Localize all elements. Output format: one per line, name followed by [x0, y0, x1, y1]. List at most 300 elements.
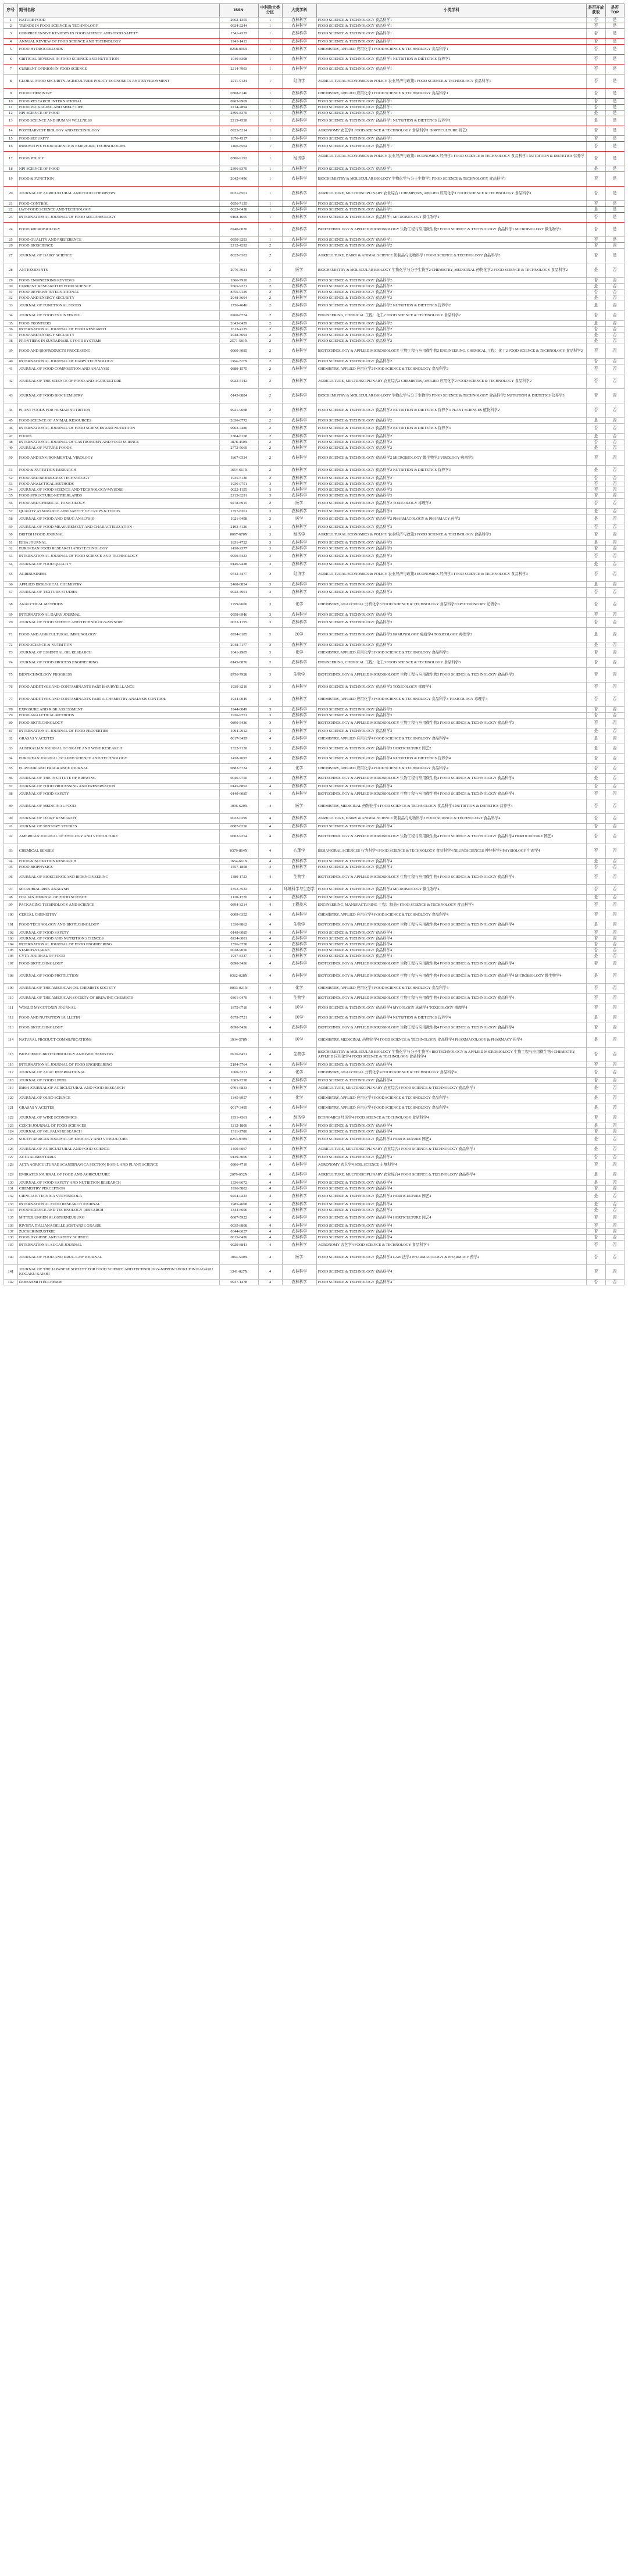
top-flag-cell: 否 — [605, 642, 624, 648]
subjects-cell: CHEMISTRY, APPLIED 应用化学4 FOOD SCIENCE & TECHNOLOGY 食品科学4 — [316, 984, 587, 994]
category-cell: 农林科学 — [282, 311, 316, 321]
subjects-cell: AGRICULTURAL ECONOMICS & POLICY 农业经济与政策3 ECONOMICS 经济学3 FOOD SCIENCE & TECHNOLOGY 食品科学3 — [316, 567, 587, 582]
row-number-cell: 59 — [4, 524, 18, 530]
category-cell: 医学 — [282, 1013, 316, 1023]
issn-cell: 1876-4517 — [219, 136, 258, 142]
subjects-cell: BIOTECHNOLOGY & APPLIED MICROBIOLOGY 生物工程与应用微生物4 FOOD SCIENCE & TECHNOLOGY 食品科学4 — [316, 994, 587, 1003]
issn-cell: 1336-8672 — [219, 1180, 258, 1186]
open-access-cell: 否 — [587, 74, 605, 89]
journal-name-cell: FOOD & NUTRITION RESEARCH — [17, 466, 219, 476]
top-flag-cell: 否 — [605, 764, 624, 774]
issn-cell: 2048-3694 — [219, 295, 258, 301]
category-cell: 化学 — [282, 1094, 316, 1103]
row-number-cell: 136 — [4, 1223, 18, 1229]
table-row — [4, 524, 625, 530]
journal-name-cell: FOOD BIOPHYSICS — [17, 864, 219, 870]
issn-cell: 1322-7130 — [219, 744, 258, 754]
zone-cell: 1 — [258, 99, 282, 105]
zone-cell: 4 — [258, 1068, 282, 1078]
row-number-cell: 81 — [4, 728, 18, 734]
issn-cell: 0023-6438 — [219, 207, 258, 213]
zone-cell: 1 — [258, 23, 282, 29]
category-cell: 生物学 — [282, 870, 316, 885]
table-row — [4, 774, 625, 784]
table-row — [4, 1213, 625, 1223]
table-row — [4, 994, 625, 1003]
issn-cell: 1944-0049 — [219, 692, 258, 707]
journal-name-cell: ZUCKERINDUSTRIE — [17, 1229, 219, 1235]
open-access-cell: 是 — [587, 445, 605, 451]
open-access-cell: 否 — [587, 930, 605, 936]
top-flag-cell: 是 — [605, 213, 624, 223]
open-access-cell: 是 — [587, 774, 605, 784]
table-row — [4, 683, 625, 692]
row-number-cell: 30 — [4, 284, 18, 290]
top-flag-cell: 否 — [605, 1068, 624, 1078]
zone-cell: 4 — [258, 864, 282, 870]
journal-name-cell: FOOD AND AGRICULTURAL IMMUNOLOGY — [17, 628, 219, 642]
zone-cell: 2 — [258, 263, 282, 278]
table-row — [4, 910, 625, 920]
subjects-cell: FOOD SCIENCE & TECHNOLOGY 食品科学1 — [316, 166, 587, 172]
open-access-cell: 否 — [587, 910, 605, 920]
journal-name-cell: EXPOSURE AND RISK ASSESSMENT — [17, 707, 219, 713]
zone-cell: 2 — [258, 418, 282, 424]
issn-cell: 1875-0710 — [219, 1003, 258, 1013]
subjects-cell: FOOD SCIENCE & TECHNOLOGY 食品科学3 — [316, 546, 587, 552]
row-number-cell: 55 — [4, 493, 18, 499]
zone-cell: 2 — [258, 476, 282, 481]
table-row — [4, 648, 625, 658]
zone-cell: 1 — [258, 213, 282, 223]
zone-cell: 2 — [258, 243, 282, 249]
subjects-cell: FOOD SCIENCE & TECHNOLOGY 食品科学4 MICROBIOLOGY 微生物学4 — [316, 885, 587, 895]
row-number-cell: 128 — [4, 1160, 18, 1170]
top-flag-cell: 否 — [605, 1123, 624, 1129]
category-cell: 农林科学 — [282, 642, 316, 648]
subjects-cell: FOOD SCIENCE & TECHNOLOGY 食品科学1 — [316, 142, 587, 152]
category-cell: 医学 — [282, 499, 316, 509]
issn-cell: 0960-3085 — [219, 344, 258, 359]
category-cell: 农林科学 — [282, 481, 316, 487]
open-access-cell: 否 — [587, 1280, 605, 1285]
table-row — [4, 187, 625, 201]
journal-name-cell: CHEMICAL SENSES — [17, 844, 219, 859]
journal-name-cell: FOOD AND BIOPROCESS TECHNOLOGY — [17, 476, 219, 481]
journal-name-cell: MICROBIAL RISK ANALYSIS — [17, 885, 219, 895]
row-number-cell: 4 — [4, 39, 18, 45]
open-access-cell: 否 — [587, 1241, 605, 1251]
zone-cell: 2 — [258, 434, 282, 440]
journal-name-cell: ANALYTICAL METHODS — [17, 598, 219, 612]
table-row — [4, 1223, 625, 1229]
row-number-cell: 98 — [4, 895, 18, 901]
category-cell: 农林科学 — [282, 824, 316, 830]
zone-cell: 3 — [258, 719, 282, 728]
top-flag-cell: 否 — [605, 515, 624, 524]
journal-name-cell: JOURNAL OF FOOD SCIENCE AND TECHNOLOGY-MYSORE — [17, 487, 219, 493]
table-row — [4, 509, 625, 515]
open-access-cell: 否 — [587, 683, 605, 692]
subjects-cell: FOOD SCIENCE & TECHNOLOGY 食品科学2 — [316, 278, 587, 284]
category-cell: 农林科学 — [282, 1241, 316, 1251]
zone-cell: 2 — [258, 374, 282, 389]
table-row — [4, 374, 625, 389]
issn-cell: 0022-1155 — [219, 487, 258, 493]
subjects-cell: AGRICULTURE, MULTIDISCIPLINARY 农业综合2 CHEMISTRY, APPLIED 应用化学2 FOOD SCIENCE & TECHNOLOGY 食品科学2 — [316, 374, 587, 389]
zone-cell: 4 — [258, 1207, 282, 1213]
row-number-cell: 31 — [4, 290, 18, 295]
journal-table — [3, 3, 625, 1285]
category-cell: 农林科学 — [282, 1229, 316, 1235]
issn-cell: 1654-661X — [219, 859, 258, 864]
table-row — [4, 824, 625, 830]
open-access-cell: 否 — [587, 936, 605, 942]
category-cell: 化学 — [282, 984, 316, 994]
journal-name-cell: INTERNATIONAL JOURNAL OF GASTRONOMY AND FOOD SCIENCE — [17, 440, 219, 445]
issn-cell: 0017-3495 — [219, 1103, 258, 1113]
subjects-cell: AGRICULTURAL ECONOMICS & POLICY 农业经济与政策3 FOOD SCIENCE & TECHNOLOGY 食品科学3 — [316, 530, 587, 540]
subjects-cell: FOOD SCIENCE & TECHNOLOGY 食品科学4 — [316, 948, 587, 953]
issn-cell: 1866-7910 — [219, 278, 258, 284]
zone-cell: 4 — [258, 920, 282, 930]
zone-cell: 4 — [258, 844, 282, 859]
row-number-cell: 85 — [4, 764, 18, 774]
row-number-cell: 93 — [4, 844, 18, 859]
row-number-cell: 27 — [4, 249, 18, 263]
category-cell: 农林科学 — [282, 784, 316, 789]
subjects-cell: CHEMISTRY, ANALYTICAL 分析化学3 FOOD SCIENCE & TECHNOLOGY 食品科学3 SPECTROSCOPY 光谱学3 — [316, 598, 587, 612]
top-flag-cell: 否 — [605, 588, 624, 598]
top-flag-cell: 否 — [605, 451, 624, 466]
zone-cell: 4 — [258, 1186, 282, 1192]
top-flag-cell: 否 — [605, 1265, 624, 1280]
table-row — [4, 451, 625, 466]
subjects-cell: FOOD SCIENCE & TECHNOLOGY 食品科学2 — [316, 243, 587, 249]
subjects-cell: FOOD SCIENCE & TECHNOLOGY 食品科学4 — [316, 1280, 587, 1285]
open-access-cell: 是 — [587, 1123, 605, 1129]
top-flag-cell: 否 — [605, 1202, 624, 1207]
issn-cell: 2571-581X — [219, 338, 258, 344]
table-row — [4, 440, 625, 445]
open-access-cell: 是 — [587, 110, 605, 116]
issn-cell: 1756-4646 — [219, 301, 258, 311]
subjects-cell: BIOCHEMISTRY & MOLECULAR BIOLOGY 生物化学与分子生物学2 CHEMISTRY, MEDICINAL 药物化学2 FOOD SCIENCE & TECHNOLOGY 食品科学2 — [316, 263, 587, 278]
top-flag-cell: 否 — [605, 295, 624, 301]
table-row — [4, 237, 625, 243]
journal-name-cell: FOOD BIOTECHNOLOGY — [17, 959, 219, 969]
top-flag-cell: 否 — [605, 327, 624, 333]
zone-cell: 3 — [258, 509, 282, 515]
issn-cell: 1389-1723 — [219, 870, 258, 885]
category-cell: 生物学 — [282, 1048, 316, 1062]
journal-name-cell: IRISH JOURNAL OF AGRICULTURAL AND FOOD RESEARCH — [17, 1084, 219, 1094]
table-row — [4, 1033, 625, 1048]
category-cell: 生物学 — [282, 920, 316, 930]
zone-cell: 4 — [258, 784, 282, 789]
subjects-cell: FOOD SCIENCE & TECHNOLOGY 食品科学2 MICROBIOLOGY 微生物学3 VIROLOGY 病毒学3 — [316, 451, 587, 466]
zone-cell: 4 — [258, 1062, 282, 1068]
zone-cell: 1 — [258, 65, 282, 74]
zone-cell: 2 — [258, 321, 282, 327]
journal-name-cell: GLOBAL FOOD SECURITY-AGRICULTURE POLICY ECONOMICS AND ENVIRONMENT — [17, 74, 219, 89]
open-access-cell: 否 — [587, 1160, 605, 1170]
header-open-access: 是否开放获取 — [587, 4, 605, 17]
zone-cell: 3 — [258, 658, 282, 668]
table-row — [4, 1094, 625, 1103]
top-flag-cell: 是 — [605, 172, 624, 187]
table-row — [4, 582, 625, 588]
open-access-cell: 否 — [587, 440, 605, 445]
journal-name-cell: JOURNAL OF FUNCTIONAL FOODS — [17, 301, 219, 311]
top-flag-cell: 否 — [605, 1048, 624, 1062]
category-cell: 农林科学 — [282, 142, 316, 152]
zone-cell: 4 — [258, 1202, 282, 1207]
issn-cell: 0268-005X — [219, 45, 258, 55]
journal-name-cell: FOOD MICROBIOLOGY — [17, 223, 219, 237]
top-flag-cell: 否 — [605, 953, 624, 959]
category-cell: 农林科学 — [282, 864, 316, 870]
category-cell: 农林科学 — [282, 487, 316, 493]
issn-cell: 1094-2912 — [219, 728, 258, 734]
category-cell: 农林科学 — [282, 110, 316, 116]
open-access-cell: 否 — [587, 1155, 605, 1160]
issn-cell: 1345-8957 — [219, 1094, 258, 1103]
category-cell: 农林科学 — [282, 546, 316, 552]
top-flag-cell: 否 — [605, 1145, 624, 1155]
journal-name-cell: JOURNAL OF AOAC INTERNATIONAL — [17, 1068, 219, 1078]
issn-cell: 1330-9862 — [219, 920, 258, 930]
zone-cell: 3 — [258, 588, 282, 598]
top-flag-cell: 否 — [605, 1078, 624, 1084]
row-number-cell: 40 — [4, 359, 18, 365]
zone-cell: 4 — [258, 1223, 282, 1229]
zone-cell: 4 — [258, 1265, 282, 1280]
table-row — [4, 445, 625, 451]
journal-name-cell: JOURNAL OF FOOD SAFETY AND NUTRITION RESEARCH — [17, 1180, 219, 1186]
issn-cell: 1466-8564 — [219, 142, 258, 152]
subjects-cell: AGRICULTURE, DAIRY & ANIMAL SCIENCE 奶制品与动物科学1 FOOD SCIENCE & TECHNOLOGY 食品科学2 — [316, 249, 587, 263]
journal-name-cell: INTERNATIONAL JOURNAL OF FOOD SCIENCES AND NUTRITION — [17, 424, 219, 434]
category-cell: 农林科学 — [282, 789, 316, 799]
issn-cell: 0022-5142 — [219, 374, 258, 389]
table-row — [4, 338, 625, 344]
subjects-cell: FOOD SCIENCE & TECHNOLOGY 食品科学3 — [316, 552, 587, 562]
open-access-cell: 是 — [587, 582, 605, 588]
category-cell: 医学 — [282, 1033, 316, 1048]
category-cell: 农林科学 — [282, 249, 316, 263]
row-number-cell: 137 — [4, 1229, 18, 1235]
table-row — [4, 389, 625, 403]
category-cell: 农林科学 — [282, 445, 316, 451]
top-flag-cell: 否 — [605, 1160, 624, 1170]
open-access-cell: 否 — [587, 885, 605, 895]
issn-cell: 0015-6426 — [219, 1235, 258, 1241]
zone-cell: 2 — [258, 451, 282, 466]
issn-cell: 0379-864X — [219, 844, 258, 859]
zone-cell: 4 — [258, 901, 282, 910]
top-flag-cell: 否 — [605, 936, 624, 942]
top-flag-cell: 否 — [605, 1023, 624, 1033]
category-cell: 农林科学 — [282, 936, 316, 942]
category-cell: 农林科学 — [282, 295, 316, 301]
open-access-cell: 否 — [587, 692, 605, 707]
issn-cell: 0379-5721 — [219, 1013, 258, 1023]
header-subjects: 小类学科 — [316, 4, 587, 17]
top-flag-cell: 否 — [605, 1033, 624, 1048]
issn-cell: 2643-8429 — [219, 321, 258, 327]
top-flag-cell: 否 — [605, 445, 624, 451]
row-number-cell: 58 — [4, 515, 18, 524]
journal-name-cell: FOOD & FUNCTION — [17, 172, 219, 187]
row-number-cell: 51 — [4, 466, 18, 476]
open-access-cell: 否 — [587, 1078, 605, 1084]
zone-cell: 1 — [258, 201, 282, 207]
subjects-cell: FOOD SCIENCE & TECHNOLOGY 食品科学4 — [316, 784, 587, 789]
table-row — [4, 885, 625, 895]
top-flag-cell: 是 — [605, 74, 624, 89]
subjects-cell: FOOD SCIENCE & TECHNOLOGY 食品科学1 — [316, 136, 587, 142]
row-number-cell: 124 — [4, 1129, 18, 1135]
header-row — [4, 4, 625, 17]
category-cell: 农林科学 — [282, 618, 316, 628]
table-row — [4, 207, 625, 213]
top-flag-cell: 否 — [605, 1229, 624, 1235]
journal-name-cell: JOURNAL OF BIOSCIENCE AND BIOENGINEERING — [17, 870, 219, 885]
zone-cell: 4 — [258, 942, 282, 948]
open-access-cell: 是 — [587, 728, 605, 734]
open-access-cell: 否 — [587, 1062, 605, 1068]
zone-cell: 2 — [258, 424, 282, 434]
issn-cell: 0916-8451 — [219, 1048, 258, 1062]
table-row — [4, 434, 625, 440]
top-flag-cell: 是 — [605, 110, 624, 116]
table-row — [4, 243, 625, 249]
table-row — [4, 1192, 625, 1202]
top-flag-cell: 否 — [605, 434, 624, 440]
subjects-cell: FOOD SCIENCE & TECHNOLOGY 食品科学4 — [316, 1265, 587, 1280]
row-number-cell: 63 — [4, 552, 18, 562]
issn-cell: 1021-9498 — [219, 515, 258, 524]
zone-cell: 3 — [258, 524, 282, 530]
subjects-cell: BIOTECHNOLOGY & APPLIED MICROBIOLOGY 生物工程与应用微生物4 FOOD SCIENCE & TECHNOLOGY 食品科学4 MICROBIOLOGY 微生物学4 — [316, 969, 587, 984]
row-number-cell: 133 — [4, 1202, 18, 1207]
zone-cell: 4 — [258, 1180, 282, 1186]
table-row — [4, 1078, 625, 1084]
row-number-cell: 14 — [4, 126, 18, 136]
top-flag-cell: 否 — [605, 994, 624, 1003]
issn-cell: 1757-8361 — [219, 509, 258, 515]
zone-cell: 2 — [258, 249, 282, 263]
issn-cell: 0022-0299 — [219, 814, 258, 824]
top-flag-cell: 否 — [605, 895, 624, 901]
journal-name-cell: JOURNAL OF FOOD SCIENCE AND TECHNOLOGY-MYSORE — [17, 618, 219, 628]
row-number-cell: 33 — [4, 301, 18, 311]
open-access-cell: 否 — [587, 830, 605, 844]
issn-cell: 1120-1770 — [219, 895, 258, 901]
open-access-cell: 否 — [587, 187, 605, 201]
subjects-cell: BIOCHEMISTRY & MOLECULAR BIOLOGY 生物化学与分子生物学3 FOOD SCIENCE & TECHNOLOGY 食品科学2 NUTRITION & DIETETICS 营养学3 — [316, 389, 587, 403]
category-cell: 心理学 — [282, 844, 316, 859]
issn-cell: 2662-1355 — [219, 17, 258, 23]
journal-name-cell: JOURNAL OF FOOD QUALITY — [17, 562, 219, 567]
open-access-cell: 否 — [587, 374, 605, 389]
journal-name-cell: JOURNAL OF FOOD SAFETY — [17, 789, 219, 799]
journal-name-cell: INTERNATIONAL SUGAR JOURNAL — [17, 1241, 219, 1251]
top-flag-cell: 否 — [605, 499, 624, 509]
category-cell: 农林科学 — [282, 476, 316, 481]
zone-cell: 2 — [258, 327, 282, 333]
category-cell: 医学 — [282, 799, 316, 814]
zone-cell: 4 — [258, 1084, 282, 1094]
top-flag-cell: 否 — [605, 754, 624, 764]
table-row — [4, 29, 625, 39]
row-number-cell: 96 — [4, 870, 18, 885]
open-access-cell: 是 — [587, 1103, 605, 1113]
subjects-cell: FOOD SCIENCE & TECHNOLOGY 食品科学2 — [316, 321, 587, 327]
subjects-cell: FOOD SCIENCE & TECHNOLOGY 食品科学4 — [316, 1123, 587, 1129]
top-flag-cell: 否 — [605, 1180, 624, 1186]
top-flag-cell: 否 — [605, 389, 624, 403]
issn-cell: 1867-0334 — [219, 451, 258, 466]
zone-cell: 2 — [258, 301, 282, 311]
issn-cell: 2214-2894 — [219, 105, 258, 110]
issn-cell: 0168-1605 — [219, 213, 258, 223]
table-row — [4, 598, 625, 612]
top-flag-cell: 否 — [605, 1280, 624, 1285]
row-number-cell: 28 — [4, 263, 18, 278]
issn-cell: 1935-5130 — [219, 476, 258, 481]
top-flag-cell: 否 — [605, 870, 624, 885]
category-cell: 农林科学 — [282, 1265, 316, 1280]
open-access-cell: 否 — [587, 344, 605, 359]
row-number-cell: 120 — [4, 1094, 18, 1103]
row-number-cell: 129 — [4, 1170, 18, 1180]
journal-name-cell: JOURNAL OF FOOD SAFETY — [17, 930, 219, 936]
issn-cell: 0925-5214 — [219, 126, 258, 136]
category-cell: 农林科学 — [282, 1223, 316, 1229]
subjects-cell: BIOTECHNOLOGY & APPLIED MICROBIOLOGY 生物工程与应用微生物4 FOOD SCIENCE & TECHNOLOGY 食品科学4 — [316, 920, 587, 930]
table-row — [4, 552, 625, 562]
zone-cell: 3 — [258, 598, 282, 612]
open-access-cell: 是 — [587, 166, 605, 172]
table-row — [4, 744, 625, 754]
subjects-cell: BIOTECHNOLOGY & APPLIED MICROBIOLOGY 生物工程与应用微生物4 FOOD SCIENCE & TECHNOLOGY 食品科学4 — [316, 789, 587, 799]
top-flag-cell: 是 — [605, 89, 624, 99]
subjects-cell: FOOD SCIENCE & TECHNOLOGY 食品科学1 — [316, 65, 587, 74]
top-flag-cell: 否 — [605, 582, 624, 588]
category-cell: 农林科学 — [282, 692, 316, 707]
open-access-cell: 否 — [587, 223, 605, 237]
zone-cell: 4 — [258, 994, 282, 1003]
zone-cell: 2 — [258, 333, 282, 338]
journal-name-cell: JOURNAL OF OIL PALM RESEARCH — [17, 1129, 219, 1135]
subjects-cell: CHEMISTRY, APPLIED 应用化学3 FOOD SCIENCE & TECHNOLOGY 食品科学3 — [316, 648, 587, 658]
issn-cell: 1944-0049 — [219, 707, 258, 713]
table-row — [4, 487, 625, 493]
table-row — [4, 290, 625, 295]
open-access-cell: 是 — [587, 1192, 605, 1202]
journal-name-cell: GRASAS Y ACEITES — [17, 1103, 219, 1113]
category-cell: 农林科学 — [282, 424, 316, 434]
issn-cell: 0253-939X — [219, 1135, 258, 1145]
subjects-cell: AGRICULTURE, MULTIDISCIPLINARY 农业综合4 FOOD SCIENCE & TECHNOLOGY 食品科学4 — [316, 1084, 587, 1094]
zone-cell: 4 — [258, 959, 282, 969]
subjects-cell: FOOD SCIENCE & TECHNOLOGY 食品科学1 — [316, 237, 587, 243]
open-access-cell: 否 — [587, 152, 605, 166]
zone-cell: 4 — [258, 1155, 282, 1160]
table-row — [4, 546, 625, 552]
